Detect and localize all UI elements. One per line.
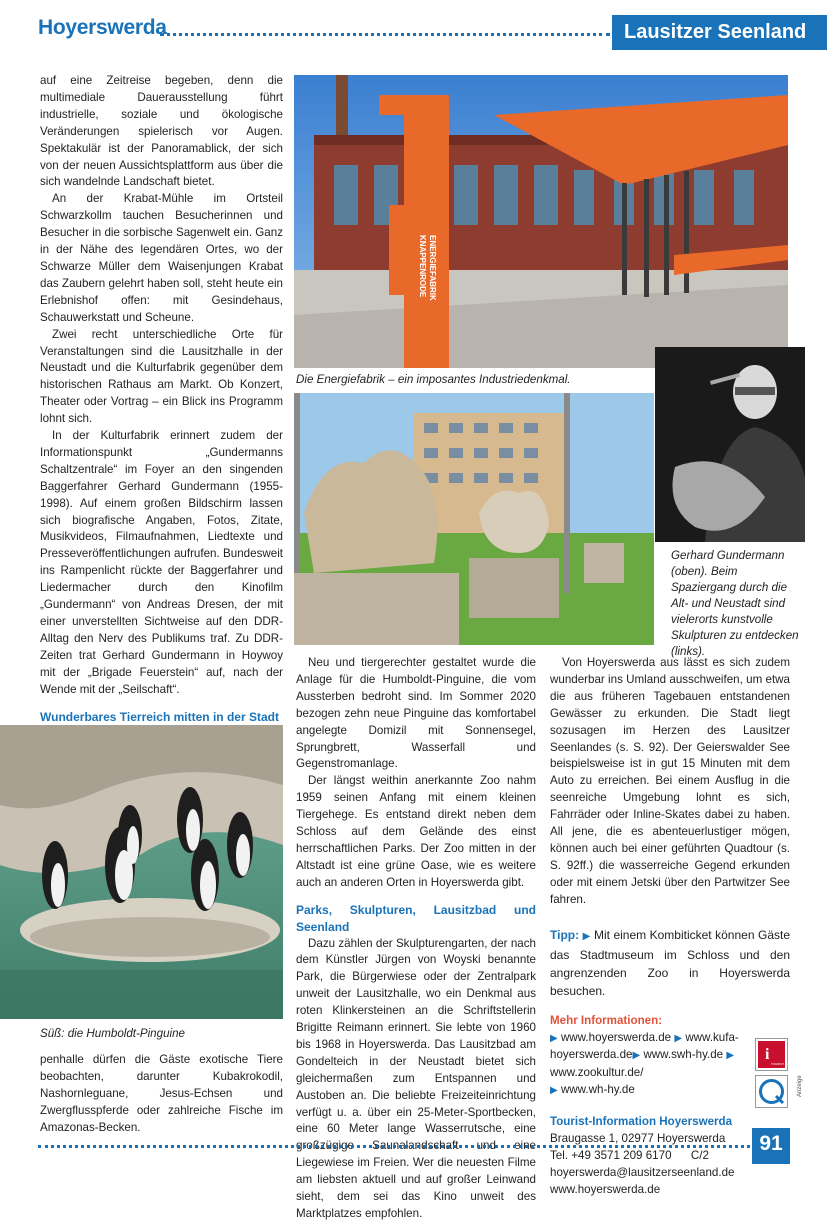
quality-seal-logo (755, 1075, 788, 1108)
more-info-links (550, 1030, 790, 1101)
paragraph: In der Kulturfabrik erinnert zudem der Informationspunkt „Gundermanns Schaltzentrale“ im Foyer an den singenden Baggerfahrer Gerhard Gundermann (1955-1998). Auf einem großen Bildschirm lassen sich biografische Angaben, Fotos, Zitate, Musikvideos, Filmaufnahmen, Liedtexte und Presseveröffentlichungen aufrufen. Bundesweit ins Rampenlicht rückte der Baggerfahrer und Liedermacher durch den Kinofilm „Gundermann“ von Andreas Dresen, der mit einer unverstellten Sichtweise auf den DDR-Alltag den Nerv des Publikums traf. Zu DDR-Zeiten trat Gerhard Gundermann in Hoywoy mit der „Brigade Feuerstein“ auf, nach der Wende mit der „Seilschaft“. (40, 429, 283, 696)
svg-text:i: i (765, 1046, 770, 1063)
paragraph: Von Hoyerswerda aus lässt es sich zudem wunderbar ins Umland ausschweifen, um etwa die aus früheren Tagebauen entstandenen Gewässer zu erkunden. Die Stadt liegt sozusagen im Herzen des Lausitzer Seenlandes (s. S. 92). Der Geierswalder See beispielsweise ist in gut 15 Minuten mit dem Auto zu erreichen. Bei einem Ausflug in die seenreiche Umgebung lohnt es sich, Fahrräder oder Inline-Skates dabei zu haben. All jene, die es abenteuerlustiger mögen, können auch bei einer geführten Quadtour (s. S. 92ff.) die wasserreiche Gegend erkunden oder mit einem Jetski über den Partwitzer See fahren. (550, 656, 790, 906)
paragraph: Zwei recht unterschiedliche Orte für Veranstaltungen sind die Lausitzhalle in der Neustadt und die Kulturfabrik gegenüber dem historischen Rathaus am Markt. Ob Konzert, Theater oder Vortrag – ein Blick ins Programm lohnt sich. (40, 327, 283, 426)
sculpture-photo (294, 393, 654, 645)
sign-text-1: ENERGIEFABRIK (428, 235, 437, 301)
header-section-title: Hoyerswerda (38, 16, 167, 39)
arrow-icon: ▶ (582, 930, 591, 942)
tourist-address: Braugasse 1, 02977 Hoyerswerda (550, 1132, 726, 1146)
paragraph: auf eine Zeitreise begeben, denn die multimediale Dauerausstellung führt industrielle, soziale und ökologische Veränderungen spielerisch vor Augen. Spektakulär ist der Panoramablick, der sich von der neuen Aussichtsplattform aus über die sich wandelnde Landschaft bietet. (40, 74, 283, 189)
paragraph: Neu und tiergerechter gestaltet wurde die Anlage für die Humboldt-Pinguine, die vom Aussterben bedroht sind. Im Sommer 2020 bezogen zehn neue Pinguine das komfortabel angelegte Domizil mit Sonnensegel, Sprungbrett, Wasserfall und Gegenstromanlage. (296, 656, 536, 771)
tourist-phone: Tel. +49 3571 209 6170 C/2 (550, 1148, 709, 1162)
ad-label: Anzeige (797, 1075, 803, 1097)
link-swh[interactable]: www.swh-hy.de (643, 1048, 724, 1062)
tip-block (550, 926, 790, 1000)
header-region-title: Lausitzer Seenland (612, 15, 827, 50)
tourist-information-logo (755, 1038, 806, 1071)
column-3 (550, 655, 790, 1199)
caption-gundermann: Gerhard Gundermann (oben). Beim Spaziergang durch die Alt- und Neustadt sind vielerorts kunstvolle Skulpturen zu entdecken (links). (671, 549, 799, 658)
tourist-info-heading: Tourist-Information Hoyerswerda (550, 1115, 733, 1129)
arrow-icon: ▶ (550, 1032, 558, 1044)
caption-penguins: Süß: die Humboldt-Pinguine (40, 1027, 186, 1040)
column-1-continued (40, 1052, 283, 1137)
tip-text: Mit einem Kombiticket können Gäste das Stadtmuseum im Schloss und den angrenzenden Zoo in Hoyerswerda besuchen. (550, 927, 791, 998)
link-kufa[interactable]: www.kufa-hoyerswerda.de (550, 1030, 739, 1062)
page-number: 91 (752, 1128, 790, 1164)
arrow-icon: ▶ (674, 1032, 683, 1044)
tourist-website[interactable]: www.hoyerswerda.de (550, 1182, 661, 1196)
arrow-icon: ▶ (550, 1085, 558, 1097)
link-hoyerswerda[interactable]: www.hoyerswerda.de (560, 1030, 672, 1044)
paragraph: penhalle dürfen die Gäste exotische Tiere beobachten, darunter Kubakrokodil, Nashornleguane, Jesus-Echsen und Zwergflusspferde oder zahlreiche Fische im Amazonas-Becken. (40, 1053, 283, 1134)
column-1 (40, 73, 283, 827)
arrow-icon: ▶ (632, 1050, 641, 1062)
more-info-heading: Mehr Informationen: (550, 1013, 663, 1027)
sign-text-2: KNAPPENRODE (418, 235, 427, 298)
gundermann-photo (655, 347, 805, 542)
link-zookultur[interactable]: www.zookultur.de/ (550, 1066, 644, 1080)
arrow-icon: ▶ (726, 1050, 735, 1062)
column-2 (296, 655, 536, 1223)
energiefabrik-photo (294, 75, 788, 368)
link-wh[interactable]: www.wh-hy.de (560, 1083, 635, 1097)
penguin-photo (0, 725, 283, 1019)
tip-label: Tipp: (550, 927, 580, 942)
paragraph: An der Krabat-Mühle im Ortsteil Schwarzkollm tauchen Besucherinnen und Besucher in die sorbische Sagenwelt ein. Ganz in der Nähe des legendären Ortes, wo der Schwarze Müller dem Waisenjungen Krabat das Zaubern gelehrt haben soll, steht heute ein Erlebnishof offen: mit Gesindehaus, Schauwerkstatt und Scheune. (40, 192, 283, 324)
paragraph: Der längst weithin anerkannte Zoo nahm 1959 seinen Anfang mit einem kleinen Tiergehege. Es entstand direkt neben dem Schloss auf dem Gelände des einst herrschaftlichen Parks. Der Zoo mitten in der Altstadt ist eine grüne Oase, wie es weitere auch an anderen Orten in Hoyerswerda gibt. (296, 774, 536, 889)
subheading-zoo: Wunderbares Tierreich mitten in der Stadt (40, 709, 279, 724)
caption-energiefabrik: Die Energiefabrik – ein imposantes Industriedenkmal. (296, 373, 571, 386)
footer-dotted-rule (38, 1145, 750, 1148)
header-dotted-rule (160, 33, 610, 36)
svg-text:TOURIST INFORMATION: TOURIST INFORMATION (771, 1062, 806, 1066)
paragraph: Dazu zählen der Skulpturengarten, der nach dem Künstler Jürgen von Woyski benannte Park, die Bürgerwiese oder der Zentralpark unweit der Lausitzhalle, wo ein Denkmal aus roten Klinkersteinen an die Schriftstellerin Brigitte Reimann erinnert. Sie lebte von 1960 bis 1968 in Hoyerswerda. Das Lausitzbad am Gondelteich in der Neustadt bietet sich gleichermaßen zum Entspannen und Austoben an. Die beliebte Freizeiteinrichtung verfügt u. a. über ein 25-Meter-Sportbecken, eine 60 Meter lange Wasserrutsche, eine großzügige Saunalandschaft und eine Liegewiese im Freien. Wer die neuesten Filme am liebsten aktuell und auf großer Leinwand sieht, dem sei das Kino unweit des Marktplatzes empfohlen. (296, 936, 536, 1220)
subheading-parks: Parks, Skulpturen, Lausitzbad und Seenland (296, 902, 536, 934)
tourist-email[interactable]: hoyerswerda@lausitzerseenland.de (550, 1165, 735, 1179)
